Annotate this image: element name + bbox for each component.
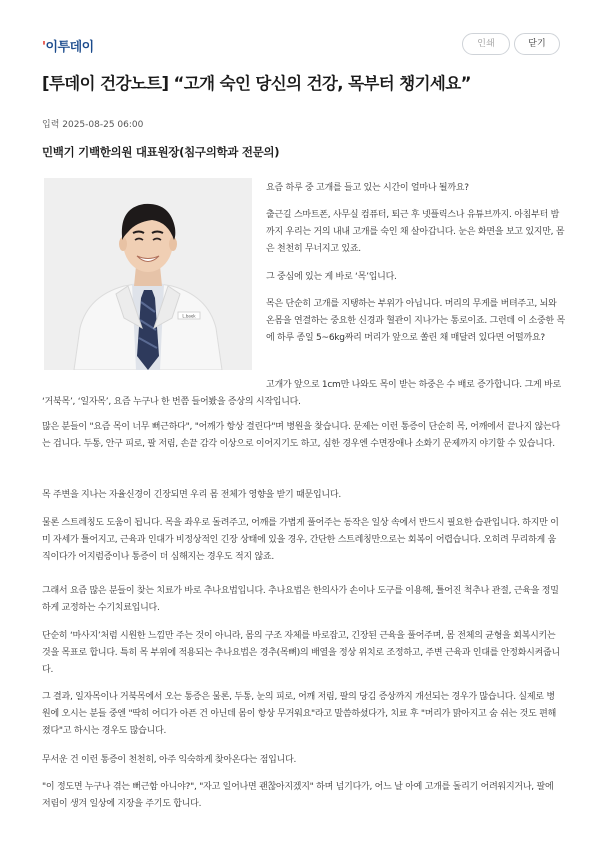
close-button[interactable]: 닫기 [514,33,560,55]
article-paragraph: 목은 단순히 고개를 지탱하는 부위가 아닙니다. 머리의 무게를 버텨주고, 뇌와 온몸을 연결하는 중요한 신경과 혈관이 지나가는 통로이죠. 그런데 이 소중한 목에 하루 종일 5~6kg짜리 머리가 앞으로 쏠린 채 매달려 있다면 어떨까요? [266,299,565,343]
article-paragraph: 무서운 건 이런 통증이 천천히, 아주 익숙하게 찾아온다는 점입니다. [42,755,297,765]
article-paragraph: 고개가 앞으로 1cm만 나와도 목이 받는 하중은 수 배로 증가합니다. 그게 바로 ‘거북목’, ‘일자목’, 요즘 누구나 한 번쯤 들어봤을 증상의 시작입니다. [42,380,561,407]
top-bar [0,0,600,62]
print-button[interactable]: 인쇄 [462,33,510,55]
author-byline: 민백기 기백한의원 대표원장(침구의학과 전문의) [42,145,280,159]
article-paragraph: 많은 분들이 "요즘 목이 너무 뻐근하다", "어깨가 항상 결린다"며 병원을 찾습니다. 문제는 이런 통증이 단순히 목, 어깨에서 끝나지 않는다는 겁니다. 두통, 안구 피로, 팔 저림, 손끝 감각 이상으로 이어지기도 하고, 심한 경우엔 수면장애나 소화기 문제까지 야기할 수 있습니다. [42,422,560,449]
article-paragraph: 단순히 ‘마사지’처럼 시원한 느낌만 주는 것이 아니라, 몸의 구조 자체를 바로잡고, 긴장된 근육을 풀어주며, 몸 전체의 균형을 회복시키는 것을 목표로 합니다. 특히 목 부위에 적용되는 추나요법은 경추(목뼈)의 배열을 정상 위치로 조정하고, 주변 근육과 인대를 안정화시켜줍니다. [42,631,560,675]
article-paragraph: 물론 스트레칭도 도움이 됩니다. 목을 좌우로 돌려주고, 어깨를 가볍게 풀어주는 동작은 일상 속에서 반드시 필요한 습관입니다. 하지만 이미 자세가 틀어지고, 근육과 인대가 비정상적인 긴장 상태에 있을 경우, 간단한 스트레칭만으로는 회복이 어렵습니다. 오히려 무리하게 움직이다가 어지럼증이나 통증이 더 심해지는 경우도 적지 않죠. [42,518,559,562]
logo-text: 이투데이 [45,40,94,55]
author-portrait-image [44,178,252,370]
etoday-logo [42,36,94,55]
article-paragraph: 요즘 하루 중 고개를 들고 있는 시간이 얼마나 될까요? [266,183,469,193]
publish-date: 입력 2025-08-25 06:00 [42,120,144,130]
article-title: [투데이 건강노트] “고개 숙인 당신의 건강, 목부터 챙기세요” [42,74,471,93]
article-paragraph: 그 결과, 일자목이나 거북목에서 오는 통증은 물론, 두통, 눈의 피로, 어깨 저림, 팔의 당김 증상까지 개선되는 경우가 많습니다. 실제로 병원에 오시는 분들 중엔 "딱히 어디가 아픈 건 아닌데 몸이 항상 무거워요"라고 말씀하셨다가, 치료 후 "머리가 맑아지고 숨 쉬는 것도 편해졌다"고 하시는 경우도 많습니다. [42,692,557,736]
article-paragraph: "이 정도면 누구나 겪는 뻐근함 아니야?", "자고 일어나면 괜찮아지겠지" 하며 넘기다가, 어느 날 아예 고개를 돌리기 어려워지거나, 팔에 저림이 생겨 일상에 지장을 주기도 합니다. [42,782,554,809]
author-photo [44,178,252,370]
article-paragraph: 목 주변을 지나는 자율신경이 긴장되면 우리 몸 전체가 영향을 받기 때문입니다. [42,490,341,500]
article-paragraph: 출근길 스마트폰, 사무실 컴퓨터, 퇴근 후 넷플릭스나 유튜브까지. 아침부터 밤까지 우리는 거의 내내 고개를 숙인 채 살아갑니다. 눈은 화면을 보고 있지만, 몸은 천천히 무너지고 있죠. [266,210,565,254]
article-paragraph: 그 중심에 있는 게 바로 ‘목’입니다. [266,272,397,282]
logo-tick: ' [42,40,46,55]
photo-badge-text: L.baek [182,313,196,319]
article-paragraph: 그래서 요즘 많은 분들이 찾는 치료가 바로 추나요법입니다. 추나요법은 한의사가 손이나 도구를 이용해, 틀어진 척추나 관절, 근육을 정밀하게 교정하는 수기치료입니다. [42,586,559,613]
